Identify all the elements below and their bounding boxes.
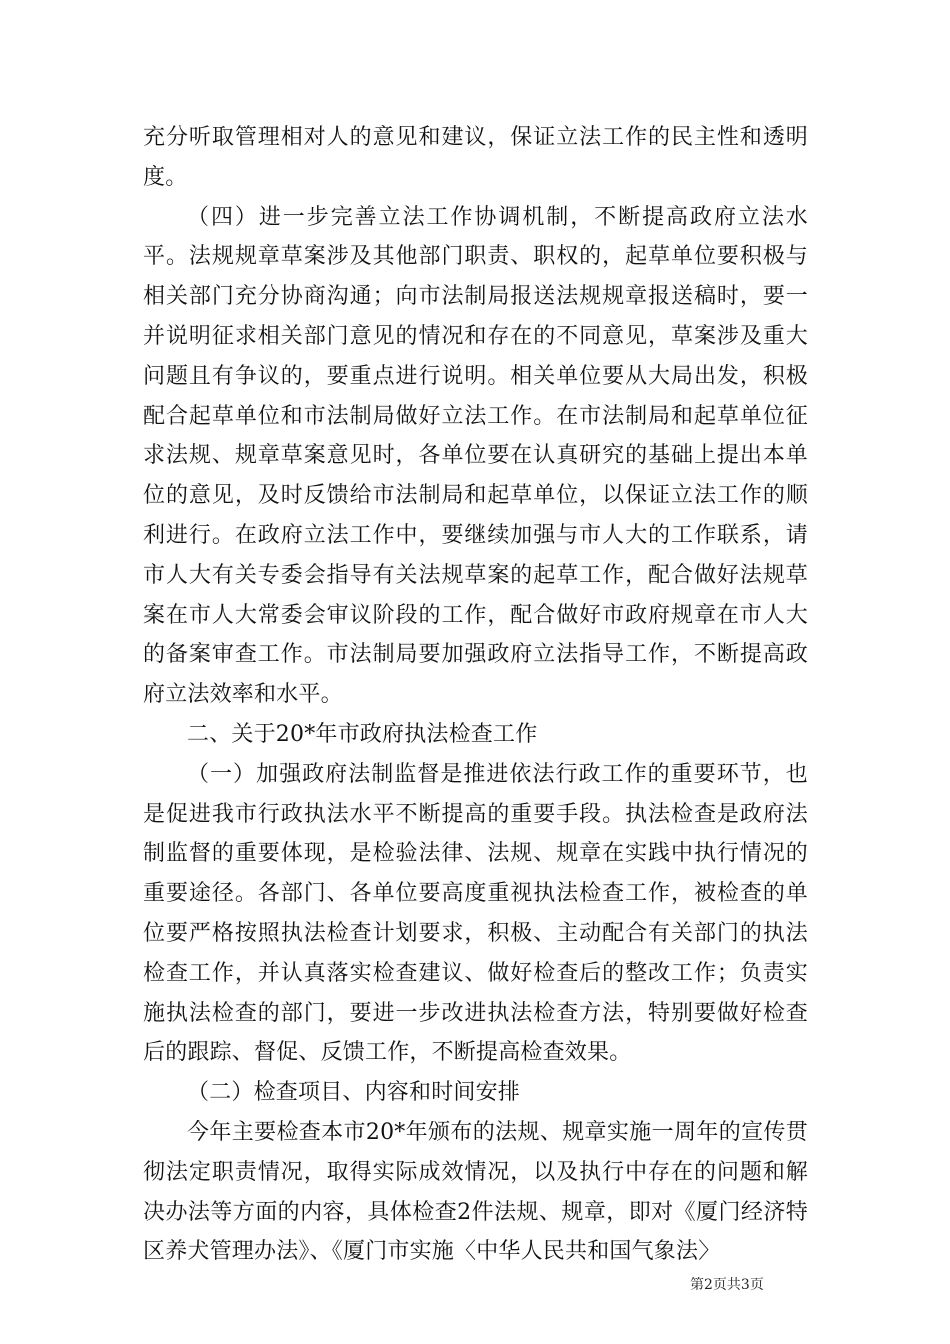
- paragraph-inspection-content: 今年主要检查本市20*年颁布的法规、规章实施一周年的宣传贯彻法定职责情况，取得实际成效情况，以及执行中存在的问题和解决办法等方面的内容，具体检查2件法规、规章，即对《厦门经济特区养犬管理办法》、《厦门市实施〈中华人民共和国气象法〉: [143, 1119, 808, 1265]
- paragraph-legislation-coordination: （四）进一步完善立法工作协调机制，不断提高政府立法水平。法规规章草案涉及其他部门职责、职权的，起草单位要积极与相关部门充分协商沟通；向市法制局报送法规规章报送稿时，要一并说明征求相关部门意见的情况和存在的不同意见，草案涉及重大问题且有争议的，要重点进行说明。相关单位要从大局出发，积极配合起草单位和市法制局做好立法工作。在市法制局和起草单位征求法规、规章草案意见时，各单位要在认真研究的基础上提出本单位的意见，及时反馈给市法制局和起草单位，以保证立法工作的顺利进行。在政府立法工作中，要继续加强与市人大的工作联系，请市人大有关专委会指导有关法规草案的起草工作，配合做好法规草案在市人大常委会审议阶段的工作，配合做好市政府规章在市人大的备案审查工作。市法制局要加强政府立法指导工作，不断提高政府立法效率和水平。: [143, 204, 808, 708]
- section-heading-law-enforcement-inspection: 二、关于20*年市政府执法检查工作: [187, 721, 538, 747]
- subheading-inspection-items: （二）检查项目、内容和时间安排: [187, 1080, 521, 1106]
- page-number-footer: 第2页共3页: [690, 1277, 764, 1293]
- paragraph-continuation: 充分听取管理相对人的意见和建议，保证立法工作的民主性和透明度。: [143, 125, 808, 190]
- document-body: [143, 118, 808, 1272]
- paragraph-legal-supervision: （一）加强政府法制监督是推进依法行政工作的重要环节，也是促进我市行政执法水平不断提高的重要手段。执法检查是政府法制监督的重要体现，是检验法律、法规、规章在实践中执行情况的重要途径。各部门、各单位要高度重视执法检查工作，被检查的单位要严格按照执法检查计划要求，积极、主动配合有关部门的执法检查工作，并认真落实检查建议、做好检查后的整改工作；负责实施执法检查的部门，要进一步改进执法检查方法，特别要做好检查后的跟踪、督促、反馈工作，不断提高检查效果。: [143, 761, 808, 1066]
